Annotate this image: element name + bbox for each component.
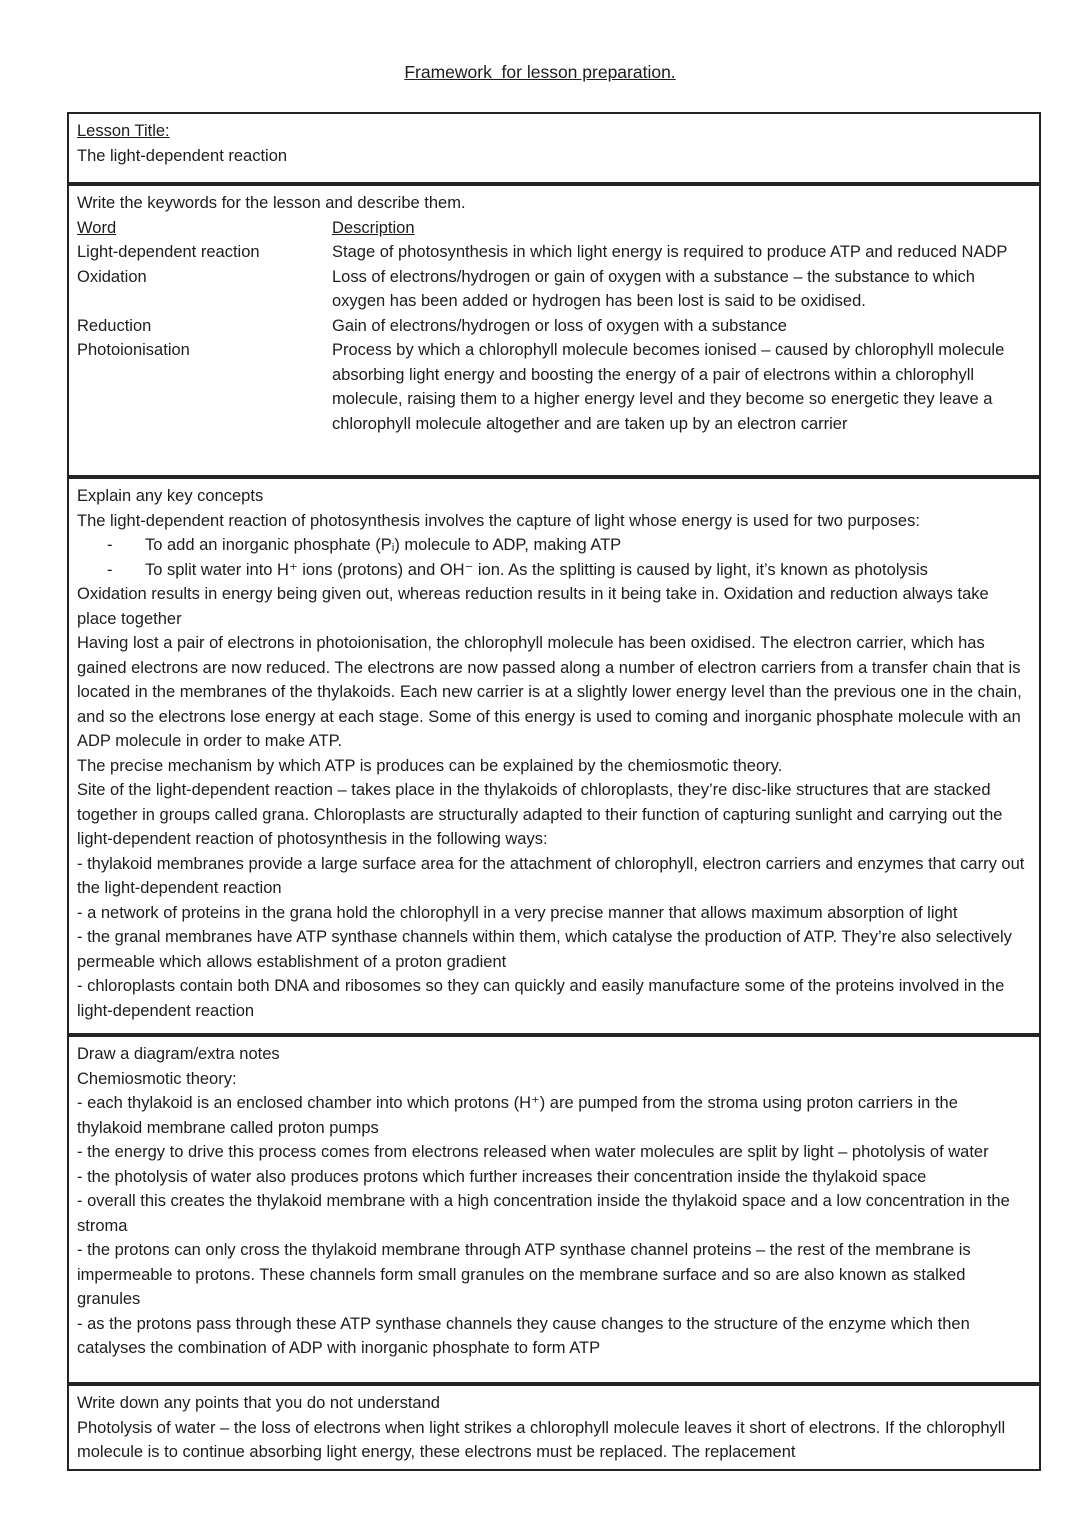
- keywords-section-heading: Write the keywords for the lesson and describe them.: [77, 194, 466, 212]
- key-concepts-heading: Explain any key concepts: [77, 487, 264, 505]
- keyword-description: Gain of electrons/hydrogen or loss of oxygen with a substance: [332, 316, 787, 335]
- keyword-word: Reduction: [77, 316, 152, 335]
- lesson-title-value: The light-dependent reaction: [77, 146, 288, 165]
- keywords-table: [77, 216, 1027, 437]
- keywords-description-header: Description: [332, 218, 415, 237]
- lesson-title-heading: Lesson Title:: [77, 122, 170, 140]
- keyword-word: Oxidation: [77, 267, 147, 286]
- paragraph: - the protons can only cross the thylakoid membrane through ATP synthase channel proteins – the rest of the membrane is impermeable to protons. These channels form small granules on the membrane surface and so are also known as stalked granules: [77, 1241, 971, 1308]
- paragraph: - each thylakoid is an enclosed chamber into which protons (H⁺) are pumped from the stroma using proton carriers in the thylakoid membrane called proton pumps: [77, 1094, 958, 1137]
- paragraph: Photolysis of water – the loss of electrons when light strikes a chlorophyll molecule leaves it short of electrons. If the chlorophyll molecule is to continue absorbing light energy, these electrons must be replaced. The replacement: [77, 1418, 1006, 1461]
- bullet-text: To add an inorganic phosphate (Pᵢ) molecule to ADP, making ATP: [145, 536, 622, 554]
- diagram-notes-section: [67, 1035, 1041, 1384]
- paragraph: - the photolysis of water also produces protons which further increases their concentration inside the thylakoid space: [77, 1167, 927, 1186]
- bullet-item: [77, 558, 1027, 583]
- keywords-word-header: Word: [77, 218, 117, 237]
- paragraph: The light-dependent reaction of photosynthesis involves the capture of light whose energy is used for two purposes:: [77, 511, 920, 530]
- paragraph: - chloroplasts contain both DNA and ribosomes so they can quickly and easily manufacture some of the proteins involved in the light-dependent reaction: [77, 977, 1005, 1020]
- keyword-word: Photoionisation: [77, 341, 190, 359]
- diagram-notes-heading: Draw a diagram/extra notes: [77, 1045, 280, 1063]
- paragraph: The precise mechanism by which ATP is produces can be explained by the chemiosmotic theory.: [77, 756, 783, 775]
- keyword-description: Process by which a chlorophyll molecule becomes ionised – caused by chlorophyll molecule absorbing light energy and boosting the energy of a pair of electrons within a chlorophyll molecule, raising them to a higher energy level and they become so energetic they leave a chlorophyll molecule altogether and are taken up by an electron carrier: [332, 341, 1005, 433]
- paragraph: Having lost a pair of electrons in photoionisation, the chlorophyll molecule has been oxidised. The electron carrier, which has gained electrons are now reduced. The electrons are now passed along a number of electron carriers from a transfer chain that is located in the membranes of the thylakoids. Each new carrier is at a slightly lower energy level than the previous one in the chain, and so the electrons lose energy at each stage. Some of this energy is used to coming and inorganic phosphate molecule with an ADP molecule in order to make ATP.: [77, 634, 1022, 750]
- bullet-item: [77, 533, 1027, 558]
- bullet-dash: -: [107, 560, 113, 579]
- keyword-description: Stage of photosynthesis in which light energy is required to produce ATP and reduced NADP: [332, 243, 1008, 261]
- paragraph: - the granal membranes have ATP synthase channels within them, which catalyse the production of ATP. They’re also selectively permeable which allows establishment of a proton gradient: [77, 928, 1012, 971]
- paragraph: Site of the light-dependent reaction – takes place in the thylakoids of chloroplasts, they’re disc-like structures that are stacked together in groups called grana. Chloroplasts are structurally adapted to their function of capturing sunlight and carrying out the light-dependent reaction of photosynthesis in the following ways:: [77, 781, 1003, 848]
- document-title: Framework for lesson preparation.: [404, 62, 676, 82]
- lesson-framework-table: [67, 112, 1041, 1471]
- paragraph: Oxidation results in energy being given out, whereas reduction results in it being take in. Oxidation and reduction always take place together: [77, 585, 989, 628]
- paragraph: - a network of proteins in the grana hold the chlorophyll in a very precise manner that allows maximum absorption of light: [77, 903, 958, 922]
- keyword-description: Loss of electrons/hydrogen or gain of oxygen with a substance – the substance to which oxygen has been added or hydrogen has been lost is said to be oxidised.: [332, 267, 975, 310]
- keywords-section: [67, 184, 1041, 477]
- paragraph: Chemiosmotic theory:: [77, 1069, 237, 1088]
- points-not-understood-section: [67, 1384, 1041, 1471]
- keyword-word: Light-dependent reaction: [77, 243, 260, 261]
- bullet-text: To split water into H⁺ ions (protons) and OH⁻ ion. As the splitting is caused by light, it’s known as photolysis: [145, 560, 928, 579]
- paragraph: - as the protons pass through these ATP synthase channels they cause changes to the structure of the enzyme which then catalyses the combination of ADP with inorganic phosphate to form ATP: [77, 1314, 970, 1357]
- paragraph: - the energy to drive this process comes from electrons released when water molecules are split by light – photolysis of water: [77, 1143, 989, 1161]
- points-not-understood-heading: Write down any points that you do not understand: [77, 1394, 440, 1412]
- key-concepts-section: [67, 477, 1041, 1035]
- bullet-dash: -: [107, 536, 113, 554]
- paragraph: - thylakoid membranes provide a large surface area for the attachment of chlorophyll, electron carriers and enzymes that carry out the light-dependent reaction: [77, 854, 1025, 897]
- paragraph: - overall this creates the thylakoid membrane with a high concentration inside the thylakoid space and a low concentration in the stroma: [77, 1192, 1010, 1235]
- lesson-title-section: [67, 112, 1041, 184]
